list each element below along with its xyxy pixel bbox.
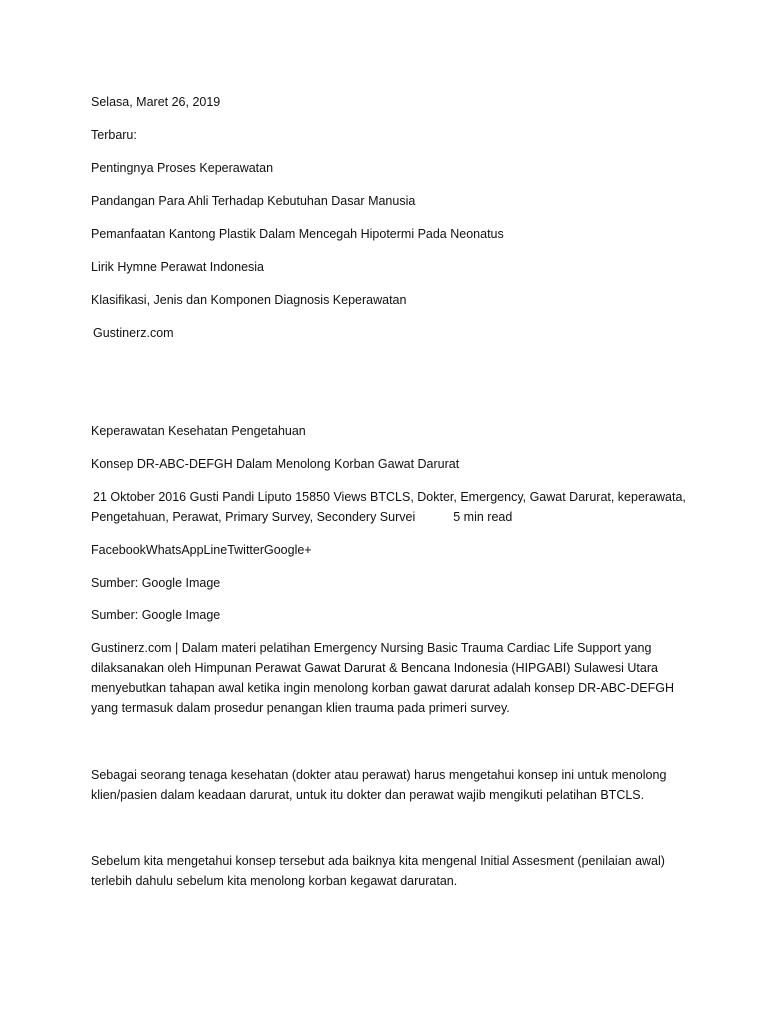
- article-meta-line-1: 21 Oktober 2016 Gusti Pandi Liputo 15850 Views BTCLS, Dokter, Emergency, Gawat Darurat, keperawata,: [93, 490, 686, 504]
- article-categories: Keperawatan Kesehatan Pengetahuan: [91, 424, 306, 438]
- paragraph-line: klien/pasien dalam keadaan darurat, untuk itu dokter dan perawat wajib mengikuti pelatihan BTCLS.: [91, 788, 645, 802]
- article-title: Konsep DR-ABC-DEFGH Dalam Menolong Korban Gawat Darurat: [91, 457, 460, 471]
- share-links: FacebookWhatsAppLineTwitterGoogle+: [91, 543, 312, 557]
- image-source-caption: Sumber: Google Image: [91, 608, 221, 622]
- latest-post-item: Pentingnya Proses Keperawatan: [91, 161, 274, 175]
- paragraph-line: Sebelum kita mengetahui konsep tersebut ada baiknya kita mengenal Initial Assesment (penilaian awal): [91, 854, 665, 868]
- article-paragraph-1: [91, 638, 681, 718]
- latest-post-item: Pemanfaatan Kantong Plastik Dalam Mencegah Hipotermi Pada Neonatus: [91, 227, 504, 241]
- latest-post-item: Pandangan Para Ahli Terhadap Kebutuhan Dasar Manusia: [91, 194, 416, 208]
- site-name: Gustinerz.com: [93, 326, 174, 340]
- read-time: 5 min read: [453, 510, 513, 524]
- latest-heading: Terbaru:: [91, 128, 137, 142]
- article-paragraph-2: [91, 765, 681, 805]
- article-meta-tags: Pengetahuan, Perawat, Primary Survey, Secondery Survei: [91, 510, 416, 524]
- paragraph-line: menyebutkan tahapan awal ketika ingin menolong korban gawat darurat adalah konsep DR-ABC-DEFGH: [91, 681, 674, 695]
- latest-post-item: Lirik Hymne Perawat Indonesia: [91, 260, 264, 274]
- article-paragraph-3: [91, 851, 681, 891]
- paragraph-line: terlebih dahulu sebelum kita menolong korban kegawat daruratan.: [91, 874, 458, 888]
- image-source-caption: Sumber: Google Image: [91, 576, 221, 590]
- latest-post-item: Klasifikasi, Jenis dan Komponen Diagnosis Keperawatan: [91, 293, 407, 307]
- article-meta-line-2: [91, 509, 512, 525]
- paragraph-line: dilaksanakan oleh Himpunan Perawat Gawat Darurat & Bencana Indonesia (HIPGABI) Sulawesi Utara: [91, 661, 658, 675]
- paragraph-line: Sebagai seorang tenaga kesehatan (dokter atau perawat) harus mengetahui konsep ini untuk menolong: [91, 768, 667, 782]
- post-date: Selasa, Maret 26, 2019: [91, 95, 221, 109]
- paragraph-line: Gustinerz.com | Dalam materi pelatihan Emergency Nursing Basic Trauma Cardiac Life Support yang: [91, 641, 652, 655]
- paragraph-line: yang termasuk dalam prosedur penangan klien trauma pada primeri survey.: [91, 701, 510, 715]
